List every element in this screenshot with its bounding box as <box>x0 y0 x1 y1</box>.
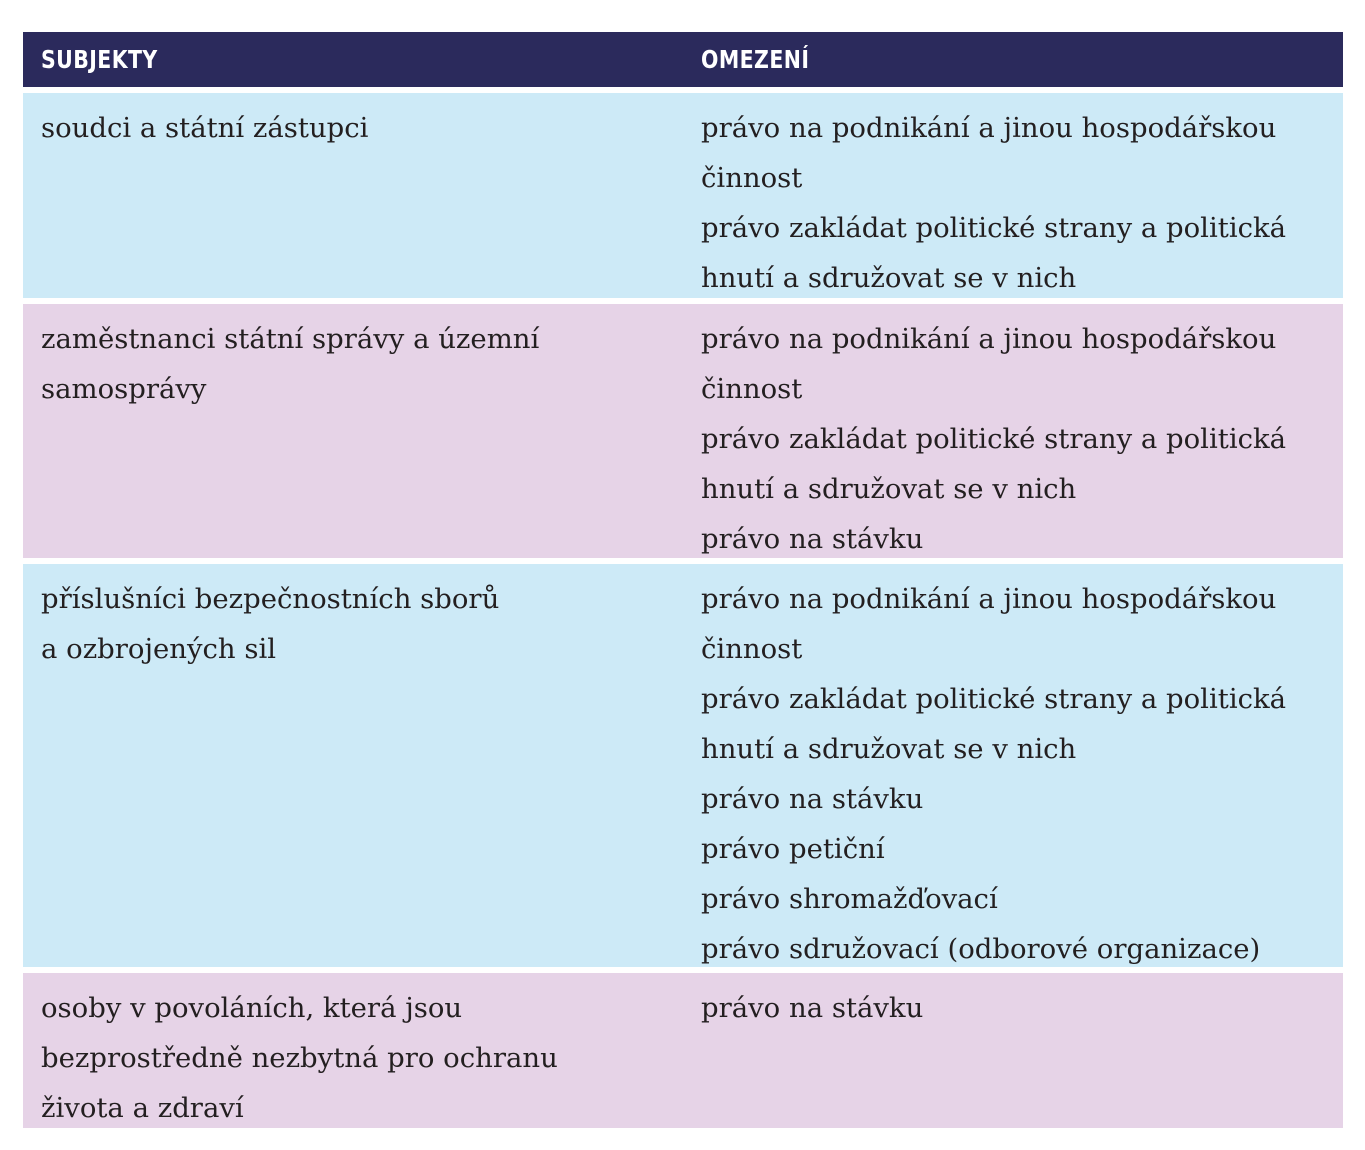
table-row <box>23 93 1343 298</box>
restrictions-table <box>23 32 1343 1134</box>
restriction-cell <box>701 103 1331 303</box>
header-subjects: SUBJEKTY <box>41 45 158 74</box>
restriction-line: činnost <box>701 633 803 665</box>
restriction-line: právo na stávku <box>701 992 924 1024</box>
table-row <box>23 304 1343 558</box>
restriction-line: právo zakládat politické strany a politická <box>701 683 1287 715</box>
subject-line: bezprostředně nezbytná pro ochranu <box>41 1042 558 1074</box>
restriction-line: právo na podnikání a jinou hospodářskou <box>701 112 1277 144</box>
table-header <box>23 32 1343 87</box>
restriction-line: právo zakládat politické strany a politická <box>701 423 1287 455</box>
restriction-cell <box>701 314 1331 564</box>
restriction-line: právo na podnikání a jinou hospodářskou <box>701 583 1277 615</box>
subject-cell <box>41 574 621 674</box>
subject-cell <box>41 983 621 1133</box>
subject-line: zaměstnanci státní správy a územní <box>41 323 540 355</box>
restriction-line: právo shromažďovací <box>701 883 998 915</box>
restriction-line: právo zakládat politické strany a politická <box>701 212 1287 244</box>
subject-line: soudci a státní zástupci <box>41 112 369 144</box>
restriction-line: právo na podnikání a jinou hospodářskou <box>701 323 1277 355</box>
restriction-line: hnutí a sdružovat se v nich <box>701 262 1077 294</box>
restriction-line: právo sdružovací (odborové organizace) <box>701 933 1261 965</box>
table-row <box>23 564 1343 967</box>
table-row <box>23 973 1343 1128</box>
subject-line: osoby v povoláních, která jsou <box>41 992 463 1024</box>
restriction-line: právo na stávku <box>701 523 924 555</box>
subject-line: života a zdraví <box>41 1092 244 1124</box>
restriction-line: právo na stávku <box>701 783 924 815</box>
restriction-line: činnost <box>701 162 803 194</box>
restriction-line: právo petiční <box>701 833 885 865</box>
restriction-cell <box>701 983 1331 1033</box>
restriction-cell <box>701 574 1331 974</box>
subject-cell <box>41 103 621 153</box>
subject-line: samosprávy <box>41 373 207 405</box>
restriction-line: hnutí a sdružovat se v nich <box>701 733 1077 765</box>
header-restrictions: OMEZENÍ <box>701 45 810 74</box>
subject-line: a ozbrojených sil <box>41 633 277 665</box>
subject-cell <box>41 314 621 414</box>
restriction-line: činnost <box>701 373 803 405</box>
restriction-line: hnutí a sdružovat se v nich <box>701 473 1077 505</box>
subject-line: příslušníci bezpečnostních sborů <box>41 583 500 615</box>
